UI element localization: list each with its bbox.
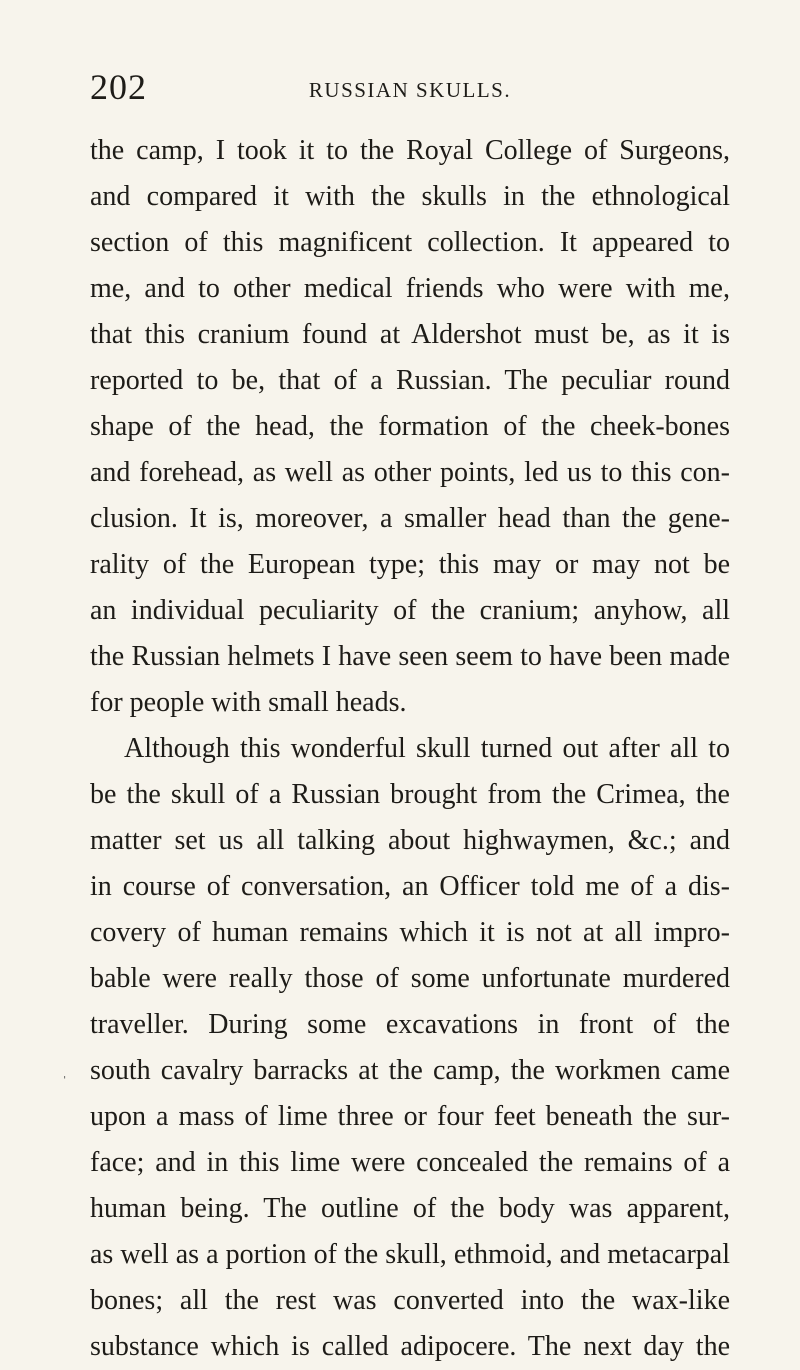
text-line: and compared it with the skulls in the ethnological xyxy=(90,181,730,212)
text-line: and forehead, as well as other points, led us to this con- xyxy=(90,457,730,488)
text-line: reported to be, that of a Russian. The peculiar round xyxy=(90,365,730,396)
text-line: bable were really those of some unfortunate murdered xyxy=(90,963,730,994)
text-line: human being. The outline of the body was apparent, xyxy=(90,1193,730,1224)
text-line: bones; all the rest was converted into the wax-like xyxy=(90,1285,730,1316)
text-line: Although this wonderful skull turned out after all to xyxy=(124,733,730,764)
running-head xyxy=(90,66,730,106)
text-line: clusion. It is, moreover, a smaller head than the gene- xyxy=(90,503,730,534)
text-line: an individual peculiarity of the cranium; anyhow, all xyxy=(90,595,730,626)
text-line: section of this magnificent collection. It appeared to xyxy=(90,227,730,258)
text-line: upon a mass of lime three or four feet beneath the sur- xyxy=(90,1101,730,1132)
text-line: matter set us all talking about highwaymen, &c.; and xyxy=(90,825,730,856)
text-line: south cavalry barracks at the camp, the workmen came xyxy=(90,1055,730,1086)
text-line: for people with small heads. xyxy=(90,687,407,718)
text-line: me, and to other medical friends who were with me, xyxy=(90,273,730,304)
text-line: as well as a portion of the skull, ethmoid, and metacarpal xyxy=(90,1239,730,1270)
text-line: be the skull of a Russian brought from the Crimea, the xyxy=(90,779,730,810)
text-line: in course of conversation, an Officer told me of a dis- xyxy=(90,871,730,902)
page-number: 202 xyxy=(90,67,147,107)
margin-mark: ˌ xyxy=(62,1062,68,1079)
text-line: face; and in this lime were concealed the remains of a xyxy=(90,1147,730,1178)
running-title: RUSSIAN SKULLS. xyxy=(308,78,512,102)
text-line: the camp, I took it to the Royal College of Surgeons, xyxy=(90,135,730,166)
text-line: rality of the European type; this may or may not be xyxy=(90,549,730,580)
text-line: substance which is called adipocere. The next day the xyxy=(90,1331,730,1362)
text-line: covery of human remains which it is not at all impro- xyxy=(90,917,730,948)
text-line: shape of the head, the formation of the cheek-bones xyxy=(90,411,730,442)
body-text xyxy=(90,128,730,1370)
text-line: the Russian helmets I have seen seem to have been made xyxy=(90,641,730,672)
text-line: traveller. During some excavations in front of the xyxy=(90,1009,730,1040)
text-line: that this cranium found at Aldershot must be, as it is xyxy=(90,319,730,350)
